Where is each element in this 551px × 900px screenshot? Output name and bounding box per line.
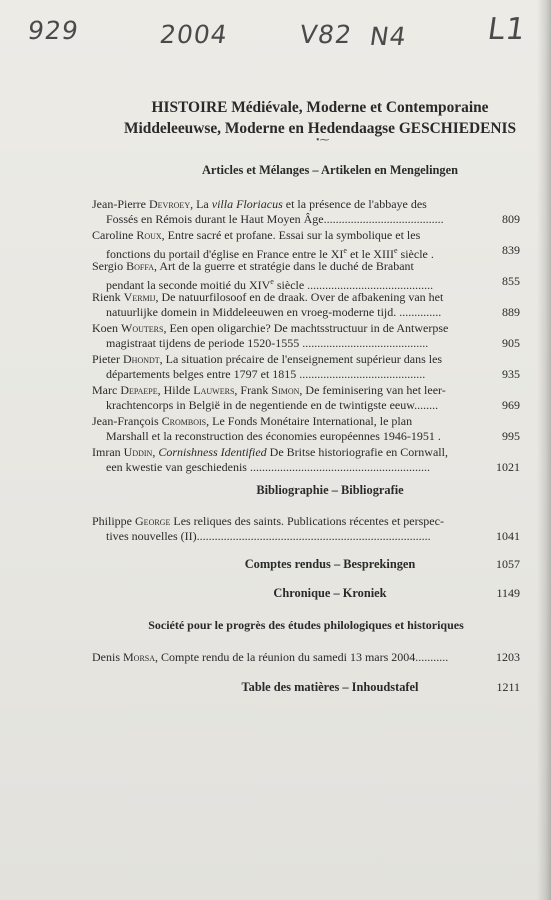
- section-heading-societe: Société pour le progrès des études philologiques et historiques: [148, 618, 464, 632]
- handwritten-issue: N4: [367, 22, 409, 51]
- entry-title-continuation: départements belges entre 1797 et 1815 ..........................................: [106, 367, 426, 382]
- toc-entry: Rienk Vermij, De natuurfilosoof en de draak. Over de afbakening van het natuurlijke domein in Middeleeuwen en vroeg-moderne tijd. .............. 889: [92, 290, 520, 320]
- toc-comptes-rendus: [92, 557, 520, 572]
- entry-title-continuation: een kwestie van geschiedenis ............................................................: [106, 460, 430, 475]
- toc-table-des-matieres: [92, 680, 520, 695]
- author-surname: Wouters: [121, 321, 164, 335]
- page-number: 809: [502, 212, 520, 227]
- author-surname: Vermij: [123, 290, 156, 304]
- handwritten-mark: L1: [485, 12, 529, 47]
- entry-title-continuation: magistraat tijdens de periode 1520-1555 ..........................................: [106, 336, 429, 351]
- author-surname: Simon: [271, 383, 300, 397]
- page-number: 1057: [496, 557, 520, 571]
- toc-entry: Philippe George Les reliques des saints. Publications récentes et perspec- tives nouvelles (II).............................................................................. 1041: [92, 514, 520, 544]
- handwritten-shelfmark: [0, 8, 551, 68]
- author-surname: George: [135, 514, 171, 528]
- toc-entry: Sergio Boffa, Art de la guerre et stratégie dans le duché de Brabant pendant la seconde moitié du XIVe siècle .......................................... 855: [92, 259, 520, 293]
- page-number: 855: [502, 274, 520, 289]
- author-surname: Morsa: [123, 650, 156, 664]
- entry-title-continuation: Fossés en Rémois durant le Haut Moyen Âge........................................: [106, 212, 444, 227]
- entry-title-continuation: fonctions du portail d'église en France entre le XIe et le XIIIe siècle .: [106, 246, 434, 262]
- author-surname: Uddin: [123, 445, 153, 459]
- page-number: 935: [502, 367, 520, 382]
- page-number: 1021: [496, 460, 520, 475]
- toc-entry: Jean-Pierre Devroey, La villa Floriacus et la présence de l'abbaye des Fossés en Rémois durant le Haut Moyen Âge........................................ 809: [92, 197, 520, 227]
- handwritten-year: 2004: [157, 20, 230, 49]
- author-surname: Dhondt: [123, 352, 160, 366]
- handwritten-volume: V82: [297, 20, 354, 49]
- toc-entry: Jean-François Crombois, Le Fonds Monétaire International, le plan Marshall et la reconstruction des économies européennes 1946-1951 . 995: [92, 414, 520, 444]
- page-number: 1203: [496, 650, 520, 664]
- author-surname: Devroey: [148, 197, 191, 211]
- journal-title: [100, 97, 540, 139]
- page-number: 1041: [496, 529, 520, 544]
- entry-title-continuation: tives nouvelles (II)..............................................................................: [106, 529, 431, 544]
- toc-entry: Pieter Dhondt, La situation précaire de l'enseignement supérieur dans les départements belges entre 1797 et 1815 .......................................... 935: [92, 352, 520, 382]
- toc-entry: Koen Wouters, Een open oligarchie? De machtsstructuur in de Antwerpse magistraat tijdens de periode 1520-1555 .......................................... 905: [92, 321, 520, 351]
- section-heading-articles: Articles et Mélanges – Artikelen en Mengelingen: [201, 163, 459, 177]
- page-number: 995: [502, 429, 520, 444]
- ornament-mark: •⁓: [316, 135, 330, 146]
- author-surname: Lauwers: [193, 383, 235, 397]
- toc-societe: Denis Morsa, Compte rendu de la réunion du samedi 13 mars 2004........... 1203: [92, 650, 520, 664]
- toc-entry: Marc Depaepe, Hilde Lauwers, Frank Simon, De feminisering van het leer- krachtencorps in België in de negentiende en de twintigste eeuw........ 969: [92, 383, 520, 413]
- page-number: 889: [502, 305, 520, 320]
- toc-entry: Caroline Roux, Entre sacré et profane. Essai sur la symbolique et les fonctions du portail d'église en France entre le XIe et le XIIIe siècle . 839: [92, 228, 520, 262]
- page-number: 905: [502, 336, 520, 351]
- section-heading-table: Table des matières – Inhoudstafel: [241, 680, 419, 694]
- page-number: 1211: [496, 680, 520, 694]
- handwritten-number: 929: [25, 16, 81, 45]
- entry-title-continuation: Marshall et la reconstruction des économies européennes 1946-1951 .: [106, 429, 441, 444]
- page-number: 839: [502, 243, 520, 258]
- entry-title-continuation: krachtencorps in België in de negentiende en de twintigste eeuw........: [106, 398, 439, 413]
- toc-chronique: [92, 586, 520, 601]
- entry-title-continuation: pendant la seconde moitié du XIVe siècle ..........................................: [106, 277, 434, 293]
- section-heading-chronique: Chronique – Kroniek: [273, 586, 387, 600]
- page-number: 969: [502, 398, 520, 413]
- entry-title-continuation: natuurlijke domein in Middeleeuwen en vroeg-moderne tijd. ..............: [106, 305, 442, 320]
- author-surname: Roux: [136, 228, 162, 242]
- section-heading-comptes-rendus: Comptes rendus – Besprekingen: [244, 557, 416, 571]
- section-heading-bibliographie: Bibliographie – Bibliografie: [256, 483, 404, 497]
- title-line-dutch: Middeleeuwse, Moderne en Hedendaagse GESCHIEDENIS: [123, 120, 517, 137]
- author-surname: Crombois: [161, 414, 207, 428]
- page-number: 1149: [496, 586, 520, 600]
- toc-entry: Imran Uddin, Cornishness Identified De Britse historiografie en Cornwall, een kwestie van geschiedenis ............................................................ 1021: [92, 445, 520, 475]
- author-surname: Boffa: [126, 259, 154, 273]
- author-surname: Depaepe: [120, 383, 158, 397]
- title-line-french: HISTOIRE Médiévale, Moderne et Contemporaine: [151, 99, 489, 116]
